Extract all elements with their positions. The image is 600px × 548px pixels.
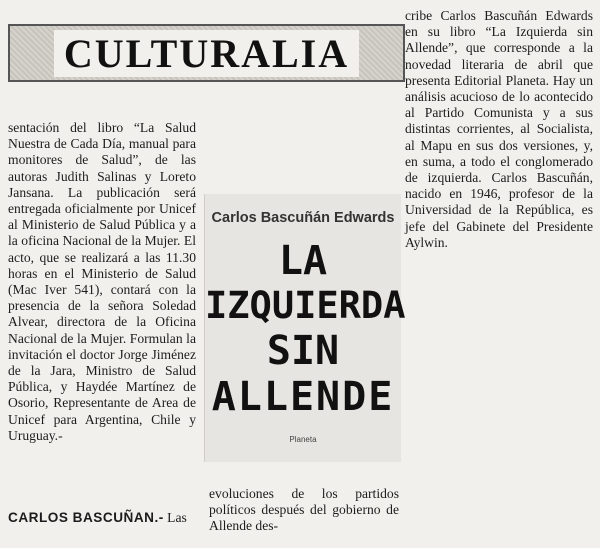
book-cover-title: [205, 238, 406, 420]
book-title-line: SIN: [266, 328, 340, 374]
book-title-line: LA: [278, 238, 328, 284]
byline-tail: Las: [167, 510, 187, 525]
byline: [8, 510, 196, 526]
left-column: [8, 120, 196, 444]
section-title: CULTURALIA: [54, 30, 359, 77]
book-cover-author: Carlos Bascuñán Edwards: [211, 210, 395, 226]
book-cover-publisher: Planeta: [289, 435, 317, 444]
right-column: [405, 8, 593, 251]
book-title-line: IZQUIERDA: [205, 284, 406, 327]
book-cover-image: [204, 194, 406, 462]
left-column-paragraph: sentación del libro “La Salud Nuestra de Cada Día, manual para monitores de Salud”, de las autoras Judith Salinas y Loreto Jansana. La publicación será entregada oficialmente por Unicef al Ministerio de Salud Pública y a la oficina Nacional de la Mujer. El acto, que se realizará a las 11.30 horas en el Ministerio de Salud (Mac Iver 541), contará con la presencia de la señora Soledad Alvear, directora de la Oficina Nacional de la Mujer. Formulan la invitación el doctor Jorge Jiménez de la Jara, Ministro de Salud Pública, y Haydée Martínez de Osorio, Representante de Area de Unicef para Argentina, Chile y Uruguay.-: [8, 120, 196, 443]
middle-column-paragraph: evoluciones de los partidos políticos después del gobierno de Allende des-: [209, 485, 399, 533]
middle-column: [209, 472, 399, 548]
byline-name: CARLOS BASCUÑAN.-: [8, 510, 164, 525]
book-title-line: ALLENDE: [211, 374, 395, 420]
right-column-paragraph: cribe Carlos Bascuñán Edwards en su libro “La Izquierda sin Allende”, que corresponde a la novedad literaria de abril que presenta Editorial Planeta. Hay un análisis acucioso de lo acontecido al Partido Comunista y a sus distintas corrientes, al Socialista, al Mapu en sus dos versiones, y, en suma, a todo el conglomerado de izquierda. Carlos Bascuñán, nacido en 1946, profesor de la Universidad de la República, es jefe del Gabinete del Presidente Aylwin.: [405, 8, 593, 250]
section-header: [8, 24, 405, 82]
